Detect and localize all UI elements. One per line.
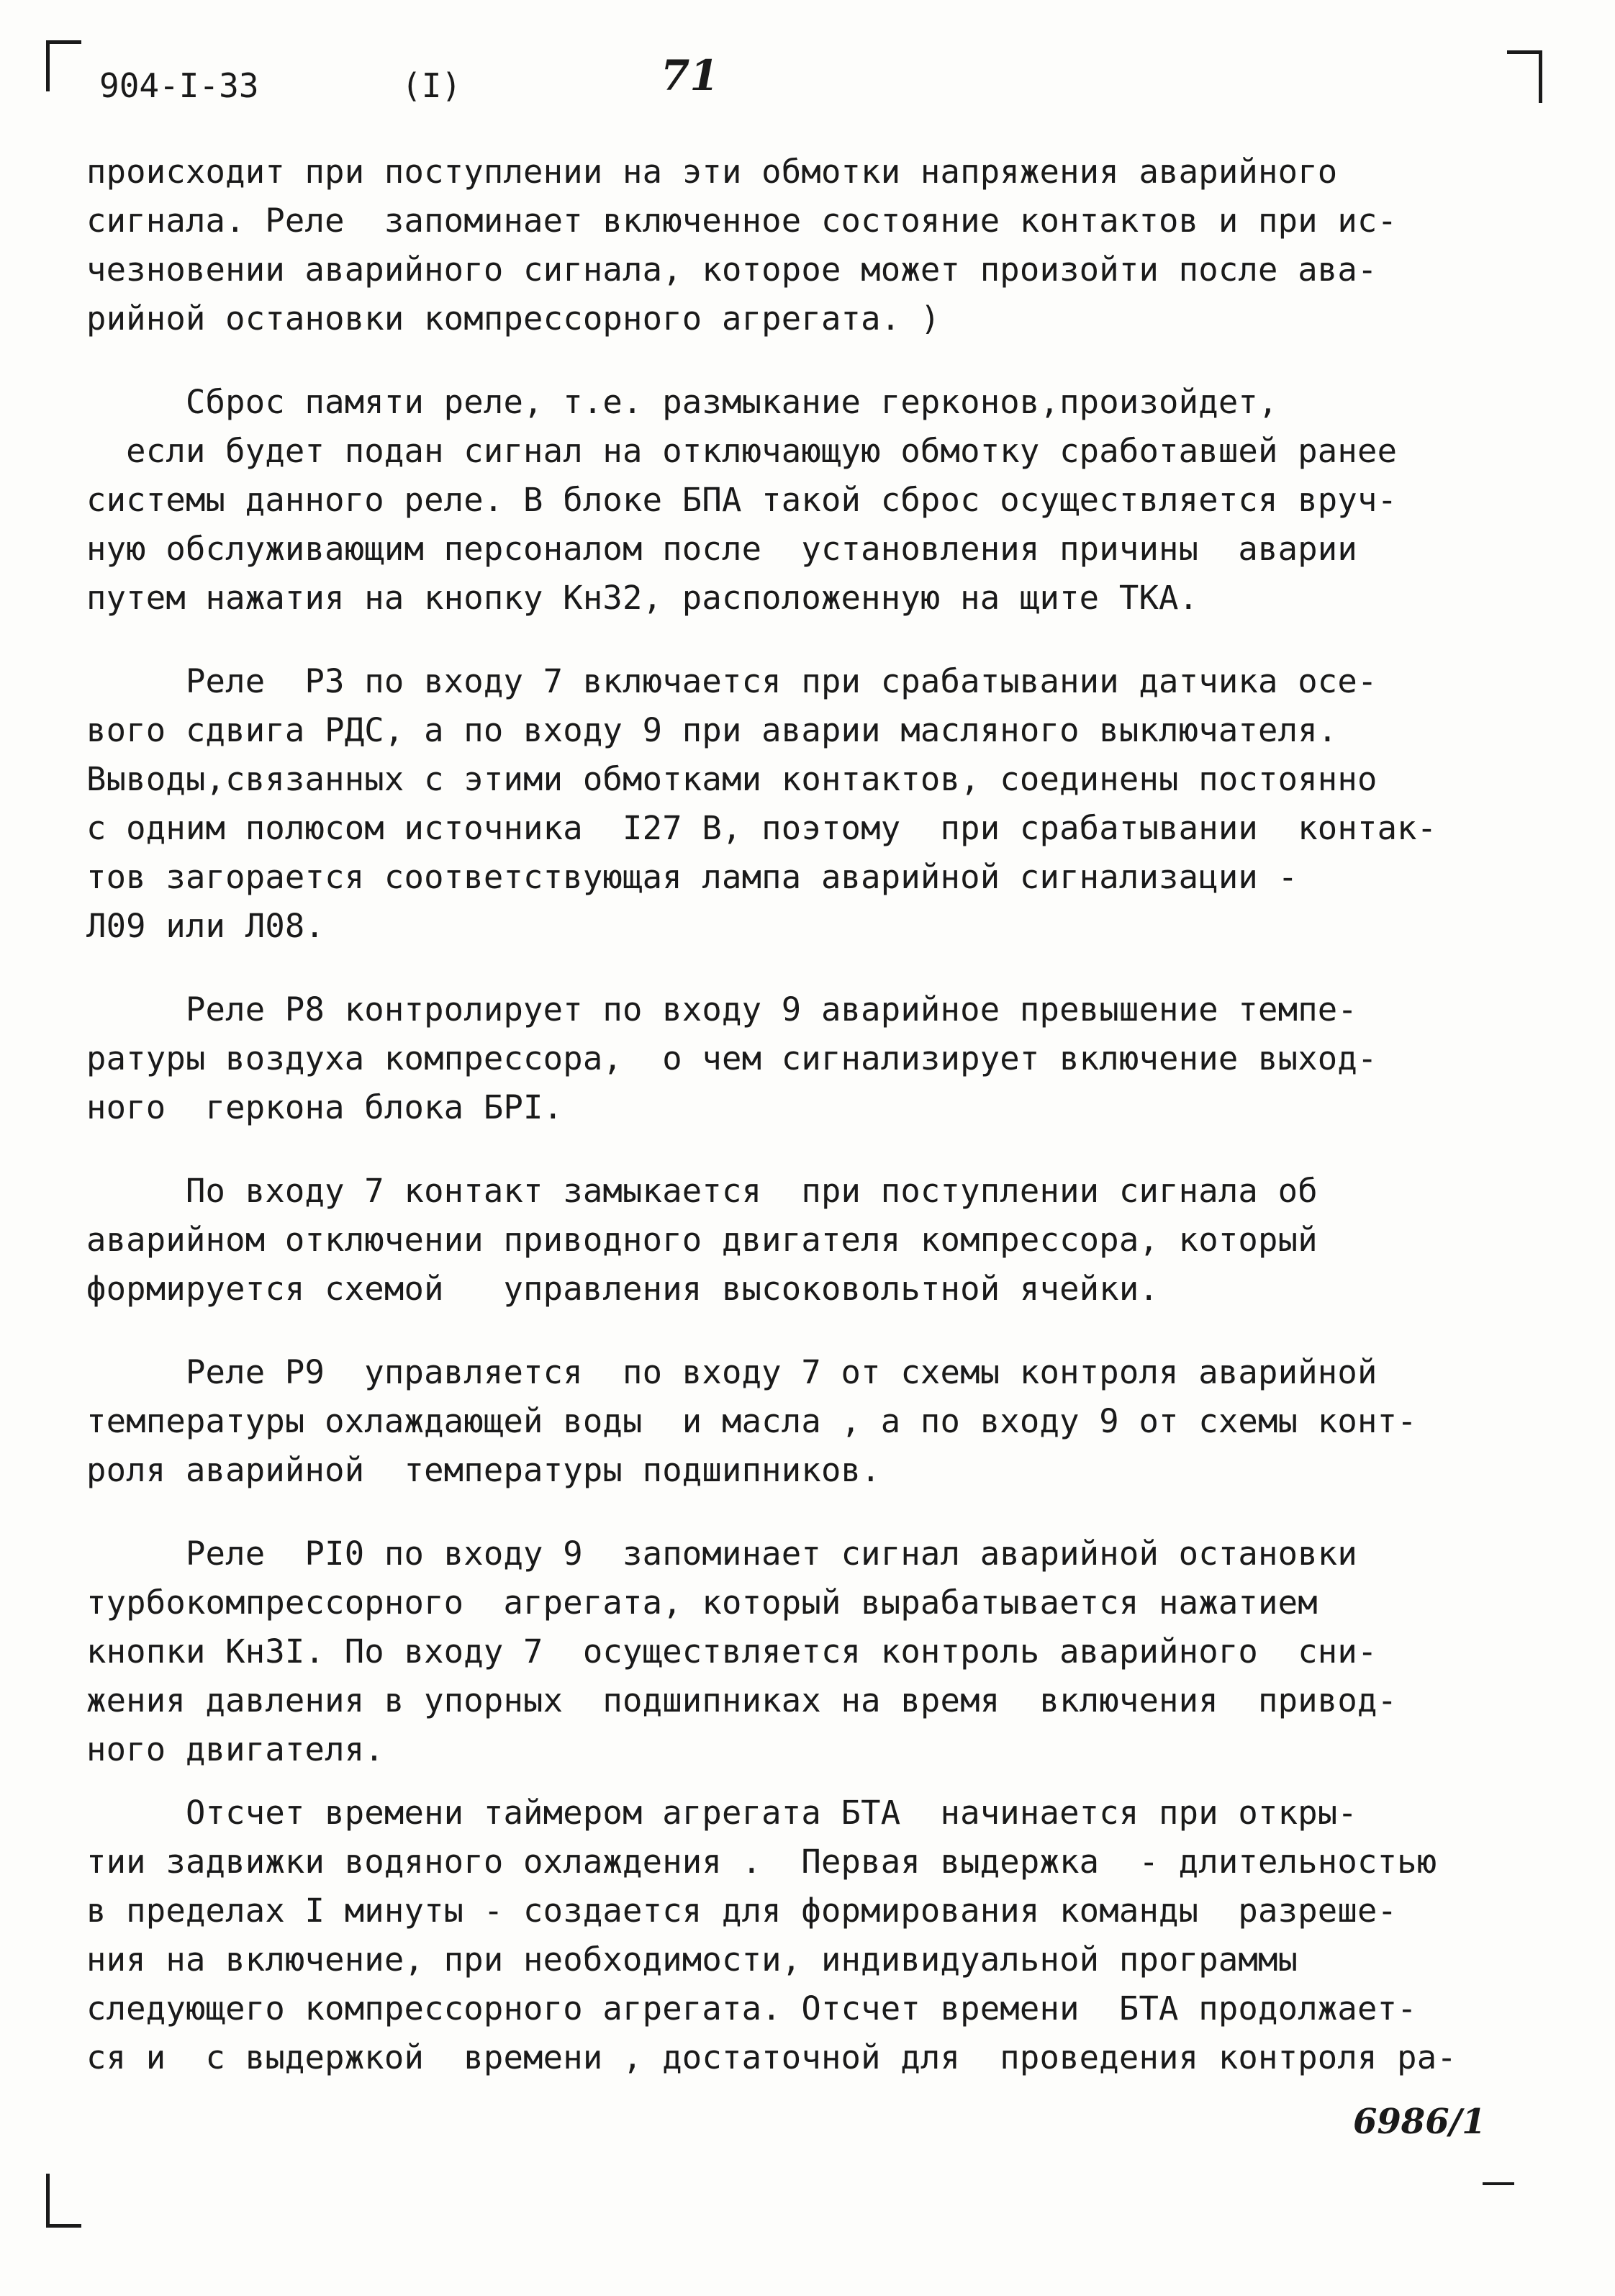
text-line: Реле Р3 по входу 7 включается при срабатывании датчика осе- bbox=[86, 662, 1378, 700]
text-line: ся и с выдержкой времени , достаточной для проведения контроля ра- bbox=[86, 2038, 1457, 2076]
text-line: если будет подан сигнал на отключающую обмотку сработавшей ранее bbox=[86, 432, 1398, 470]
text-line: Выводы,связанных с этими обмотками контактов, соединены постоянно bbox=[86, 760, 1378, 798]
text-line: чезновении аварийного сигнала, которое может произойти после ава- bbox=[86, 250, 1378, 289]
text-line: роля аварийной температуры подшипников. bbox=[86, 1451, 881, 1489]
text-line: Реле Р8 контролирует по входу 9 аварийное превышение темпе- bbox=[86, 990, 1357, 1029]
text-line: Л09 или Л08. bbox=[86, 907, 325, 945]
signature-dash bbox=[1483, 2182, 1514, 2185]
page-header bbox=[99, 51, 891, 111]
paragraph bbox=[86, 657, 1569, 951]
text-line: вого сдвига РДС, а по входу 9 при аварии масляного выключателя. bbox=[86, 711, 1338, 749]
document-code: 904-I-33 bbox=[99, 66, 259, 105]
corner-mark-bottom-left bbox=[46, 2174, 81, 2228]
text-line: жения давления в упорных подшипниках на время включения привод- bbox=[86, 1681, 1398, 1719]
paragraph bbox=[86, 985, 1569, 1132]
handwritten-signature: 6986/1 bbox=[1353, 2102, 1486, 2142]
text-line: происходит при поступлении на эти обмотки напряжения аварийного bbox=[86, 153, 1338, 191]
text-line: тии задвижки водяного охлаждения . Первая выдержка - длительностью bbox=[86, 1843, 1437, 1881]
text-line: системы данного реле. В блоке БПА такой сброс осуществляется вруч- bbox=[86, 481, 1398, 519]
text-line: температуры охлаждающей воды и масла , а по входу 9 от схемы конт- bbox=[86, 1402, 1417, 1440]
text-line: ратуры воздуха компрессора, о чем сигнализирует включение выход- bbox=[86, 1039, 1378, 1077]
text-line: тов загорается соответствующая лампа аварийной сигнализации - bbox=[86, 858, 1298, 896]
page-number: 71 bbox=[661, 51, 719, 100]
text-line: следующего компрессорного агрегата. Отсчет времени БТА продолжает- bbox=[86, 1989, 1417, 2028]
text-line: турбокомпрессорного агрегата, который вырабатывается нажатием bbox=[86, 1583, 1318, 1622]
text-line: Реле РI0 по входу 9 запоминает сигнал аварийной остановки bbox=[86, 1535, 1357, 1573]
paragraph bbox=[86, 378, 1569, 623]
text-line: ния на включение, при необходимости, индивидуальной программы bbox=[86, 1940, 1298, 1979]
text-line: ного двигателя. bbox=[86, 1730, 384, 1768]
document-body bbox=[86, 148, 1569, 2082]
text-line: По входу 7 контакт замыкается при поступлении сигнала об bbox=[86, 1172, 1318, 1210]
text-line: сигнала. Реле запоминает включенное состояние контактов и при ис- bbox=[86, 202, 1398, 240]
text-line: рийной остановки компрессорного агрегата. ) bbox=[86, 299, 941, 338]
text-line: аварийном отключении приводного двигателя компрессора, который bbox=[86, 1221, 1318, 1259]
paragraph bbox=[86, 148, 1569, 343]
text-line: в пределах I минуты - создается для формирования команды разреше- bbox=[86, 1892, 1398, 1930]
paragraph bbox=[86, 1529, 1569, 1774]
text-line: с одним полюсом источника I27 В, поэтому при срабатывании контак- bbox=[86, 809, 1437, 847]
corner-mark-top-left bbox=[46, 40, 81, 91]
text-line: Реле Р9 управляется по входу 7 от схемы контроля аварийной bbox=[86, 1353, 1378, 1391]
text-line: формируется схемой управления высоковольтной ячейки. bbox=[86, 1270, 1159, 1308]
text-line: кнопки КнЗI. По входу 7 осуществляется контроль аварийного сни- bbox=[86, 1632, 1378, 1671]
text-line: ного геркона блока БРI. bbox=[86, 1088, 564, 1126]
corner-mark-top-right bbox=[1507, 50, 1542, 103]
text-line: путем нажатия на кнопку Кн32, расположенную на щите ТКА. bbox=[86, 579, 1199, 617]
text-line: ную обслуживающим персоналом после установления причины аварии bbox=[86, 530, 1357, 568]
text-line: Отсчет времени таймером агрегата БТА начинается при откры- bbox=[86, 1794, 1357, 1832]
paragraph bbox=[86, 1789, 1569, 2082]
paragraph bbox=[86, 1348, 1569, 1495]
document-part: (I) bbox=[402, 66, 462, 105]
paragraph bbox=[86, 1167, 1569, 1314]
text-line: Сброс памяти реле, т.е. размыкание герконов,произойдет, bbox=[86, 383, 1278, 421]
